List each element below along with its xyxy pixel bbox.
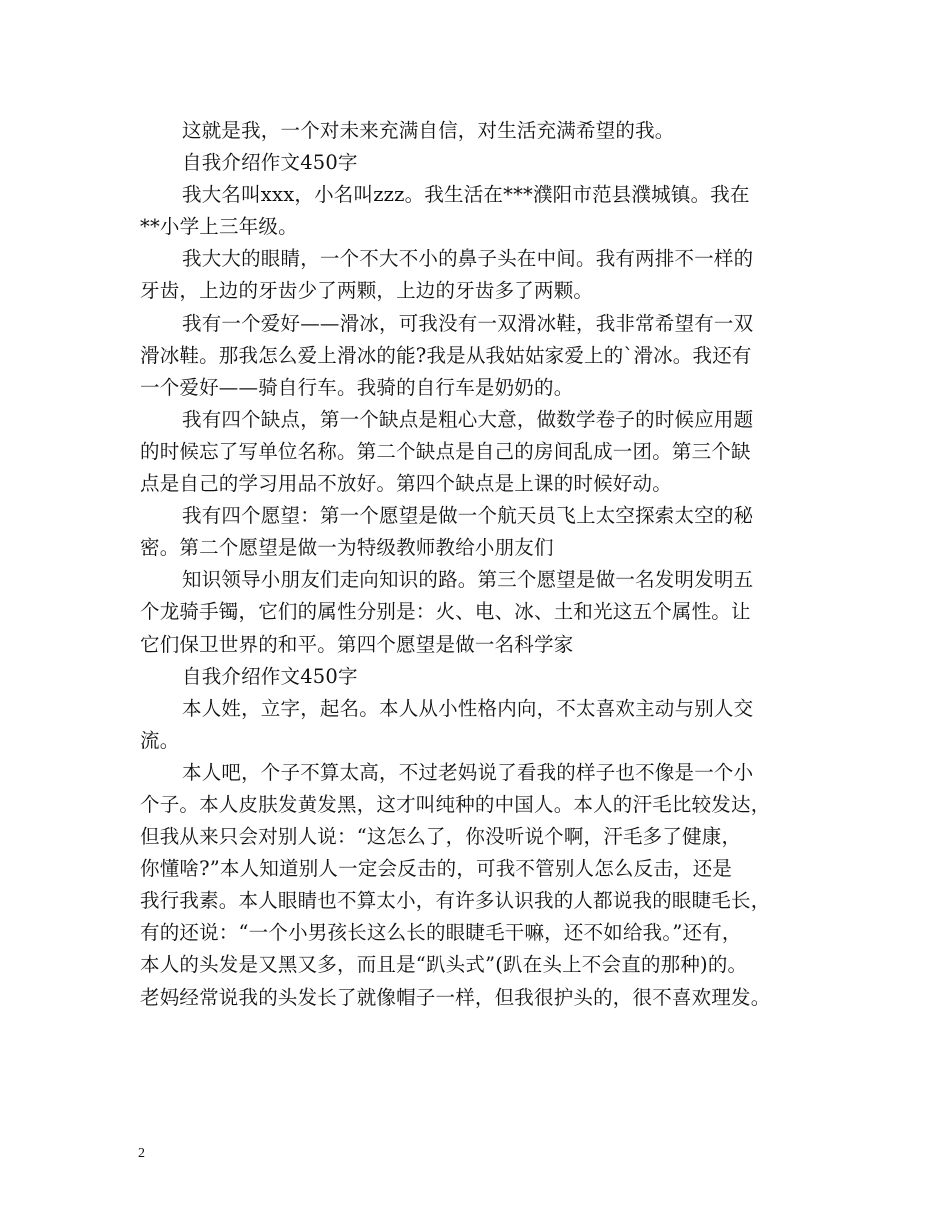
text-line: 我有四个缺点，第一个缺点是粗心大意，做数学卷子的时候应用题 xyxy=(182,407,754,431)
document-body xyxy=(140,115,820,1014)
text-line: 我大名叫xxx，小名叫zzz。我生活在***濮阳市范县濮城镇。我在 xyxy=(182,183,750,207)
text-line: 有的还说：“一个小男孩长这么长的眼睫毛干嘛，还不如给我。”还有， xyxy=(140,921,742,945)
text-line: 你懂啥?”本人知道别人一定会反击的，可我不管别人怎么反击，还是 xyxy=(140,857,733,881)
text-line: 它们保卫世界的和平。第四个愿望是做一名科学家 xyxy=(140,632,574,656)
text-line: 个龙骑手镯，它们的属性分别是：火、电、冰、土和光这五个属性。让 xyxy=(140,600,751,624)
text-line: 本人的头发是又黑又多，而且是“趴头式”(趴在头上不会直的那种)的。 xyxy=(140,953,748,977)
text-line: 但我从来只会对别人说：“这怎么了，你没听说个啊，汗毛多了健康， xyxy=(140,825,742,849)
text-line: 这就是我，一个对未来充满自信，对生活充满希望的我。 xyxy=(182,119,675,142)
text-line: 我大大的眼睛，一个不大不小的鼻子头在中间。我有两排不一样的 xyxy=(182,247,754,271)
text-line: 点是自己的学习用品不放好。第四个缺点是上课的时候好动。 xyxy=(140,472,672,496)
text-line: 密。第二个愿望是做一为特级教师教给小朋友们 xyxy=(140,536,554,560)
text-line: 我行我素。本人眼睛也不算太小，有许多认识我的人都说我的眼睫毛长， xyxy=(140,889,771,913)
page-number: 2 xyxy=(138,1146,145,1161)
text-line: 滑冰鞋。那我怎么爱上滑冰的能?我是从我姑姑家爱上的`滑冰。我还有 xyxy=(140,343,752,367)
text-line: 知识领导小朋友们走向知识的路。第三个愿望是做一名发明发明五 xyxy=(182,568,754,592)
text-line: 流。 xyxy=(140,728,180,752)
text-line: **小学上三年级。 xyxy=(140,215,298,239)
text-line: 老妈经常说我的头发长了就像帽子一样，但我很护头的，很不喜欢理发。 xyxy=(140,985,771,1009)
text-line: 一个爱好——骑自行车。我骑的自行车是奶奶的。 xyxy=(140,375,574,399)
text-line: 我有四个愿望：第一个愿望是做一个航天员飞上太空探索太空的秘 xyxy=(182,504,754,528)
text-line: 我有一个爱好——滑冰，可我没有一双滑冰鞋，我非常希望有一双 xyxy=(182,311,754,335)
text-line: 自我介绍作文450字 xyxy=(182,151,358,175)
text-line: 的时候忘了写单位名称。第二个缺点是自己的房间乱成一团。第三个缺 xyxy=(140,439,751,463)
text-line: 本人姓，立字，起名。本人从小性格内向，不太喜欢主动与别人交 xyxy=(182,696,754,720)
text-line: 本人吧，个子不算太高，不过老妈说了看我的样子也不像是一个小 xyxy=(182,760,754,784)
text-line: 自我介绍作文450字 xyxy=(182,664,358,688)
text-line: 个子。本人皮肤发黄发黑，这才叫纯种的中国人。本人的汗毛比较发达， xyxy=(140,792,771,816)
text-line: 牙齿，上边的牙齿少了两颗，上边的牙齿多了两颗。 xyxy=(140,279,594,303)
